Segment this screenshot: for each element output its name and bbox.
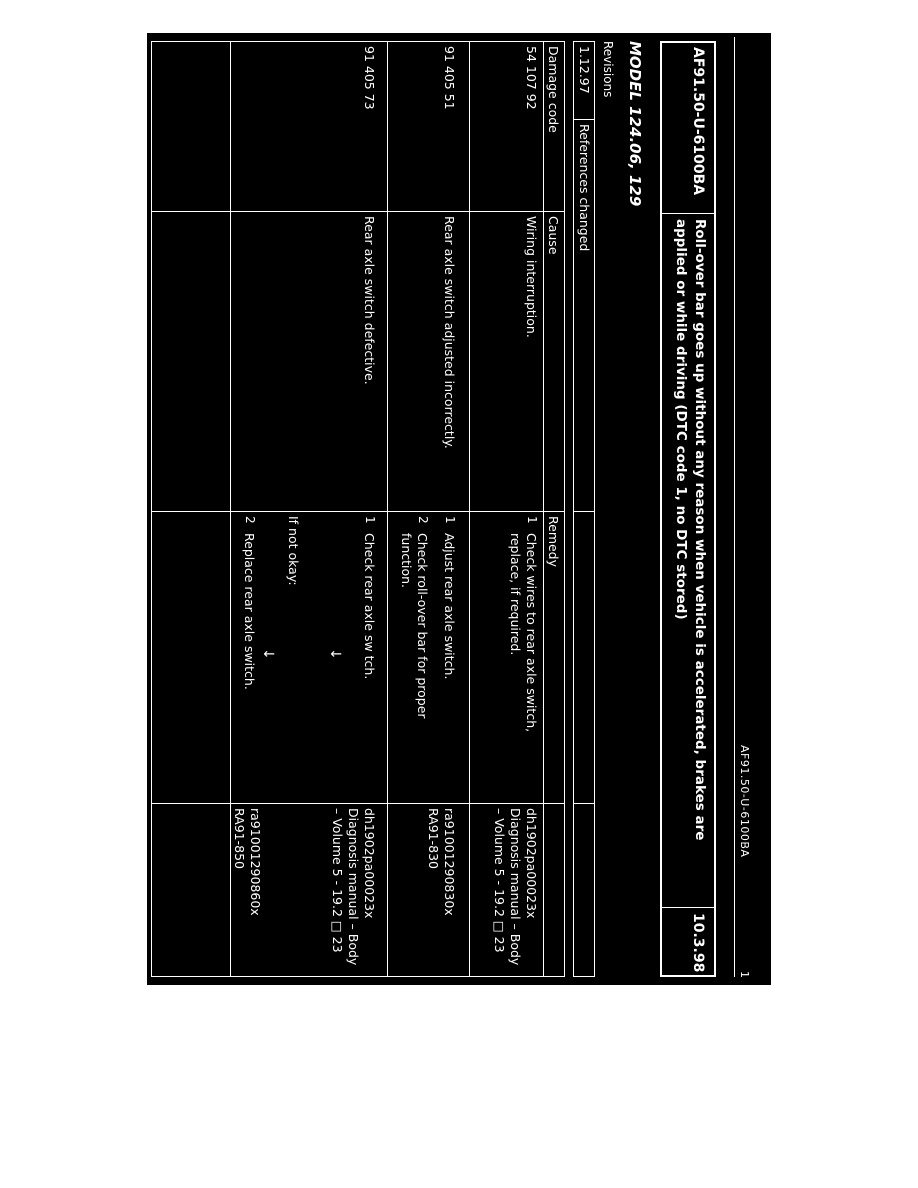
- row1-remedy: Check wires to rear axle switch,: [524, 533, 539, 733]
- row3-ref-code-2: ra91001290860x: [248, 808, 263, 916]
- row1-ref-manual: Diagnosis manual – Body: [508, 808, 523, 966]
- row1-ref-code: dh1902pa00023x: [524, 808, 539, 919]
- document-date: 10.3.98: [690, 913, 706, 973]
- revision-text: References changed: [577, 124, 592, 252]
- page-number: 1: [738, 971, 751, 978]
- rotated-document: [147, 33, 771, 985]
- scanned-page: [147, 33, 771, 985]
- row1-remedy-cont: replace, if required.: [508, 533, 523, 656]
- row3-ref-manual: Diagnosis manual – Body: [346, 808, 361, 966]
- header-damage-code: Damage code: [546, 46, 561, 133]
- title-line-1: Roll-over bar goes up without any reason when vehicle is accelerated, brakes are: [692, 219, 708, 841]
- row3-remedy1: Check rear axle sw tch.: [362, 533, 377, 680]
- row1-cause: Wiring interruption.: [524, 216, 539, 338]
- row2-ref-code: ra91001290830x: [442, 808, 457, 916]
- header-remedy: Remedy: [546, 516, 561, 568]
- row2-ref-number: RA91-830: [426, 808, 441, 870]
- revisions-divider-3: [573, 803, 595, 804]
- row3-arrow-2: ↓: [260, 648, 276, 660]
- row2-code: 91 405 51: [442, 46, 457, 110]
- row2-step2-number: 2: [416, 516, 430, 524]
- row3-step2-number: 2: [243, 516, 257, 524]
- row3-remedy2: Replace rear axle switch.: [242, 533, 257, 690]
- row3-code: 91 405 73: [362, 46, 377, 110]
- header-cause: Cause: [546, 216, 561, 255]
- row2-remedy2-cont: function.: [399, 533, 414, 589]
- revisions-divider-2: [573, 511, 595, 512]
- row3-ref-volume: – Volume 5 - 19.2 □ 23: [330, 808, 345, 953]
- title-divider-2: [660, 907, 716, 908]
- running-header-code: AF91.50-U-6100BA: [738, 745, 751, 858]
- col-divider-3: [151, 803, 565, 804]
- revision-date: 1.12.97: [577, 46, 592, 94]
- header-rule: [734, 37, 735, 977]
- row1-rule: [469, 41, 470, 977]
- row3-step1-number: 1: [363, 516, 377, 524]
- document-code: AF91.50-U-6100BA: [690, 47, 706, 196]
- title-line-2: applied or while driving (DTC code 1, no DTC stored): [673, 219, 689, 620]
- revisions-divider-1: [573, 119, 595, 120]
- revisions-heading: Revisions: [601, 41, 615, 98]
- row1-step-number: 1: [525, 516, 539, 524]
- row3-ref-number-2: RA91-850: [232, 808, 247, 870]
- row3-if-not-okay: If not okay:: [286, 516, 301, 586]
- row2-step1-number: 1: [443, 516, 457, 524]
- model-heading: MODEL 124.06, 129: [626, 41, 644, 207]
- row3-arrow-1: ↓: [327, 648, 343, 660]
- row2-remedy2: Check roll-over bar for proper: [415, 533, 430, 719]
- col-divider-2: [151, 511, 565, 512]
- row3-ref-code: dh1902pa00023x: [362, 808, 377, 919]
- row2-remedy1: Adjust rear axle switch.: [442, 533, 457, 680]
- row2-cause: Rear axle switch adjusted incorrectly.: [442, 216, 457, 449]
- table-header-rule: [543, 41, 544, 977]
- row2-rule: [387, 41, 388, 977]
- row1-code: 54 107 92: [524, 46, 539, 110]
- row3-cause: Rear axle switch defective.: [362, 216, 377, 385]
- row1-ref-volume: – Volume 5 - 19.2 □ 23: [492, 808, 507, 953]
- title-divider-1: [660, 213, 716, 214]
- col-divider-1: [151, 211, 565, 212]
